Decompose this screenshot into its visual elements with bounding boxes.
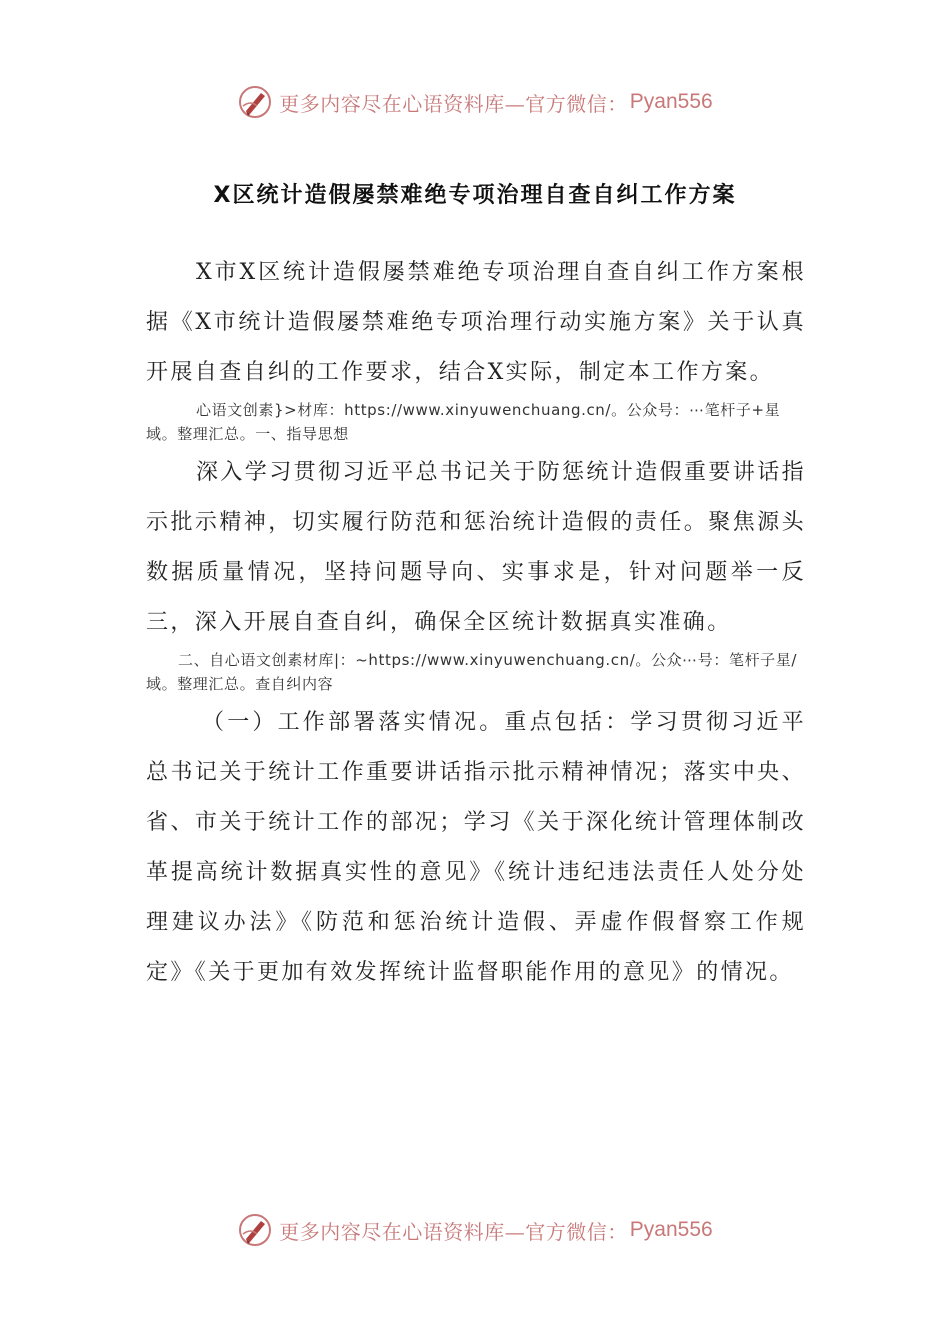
- pen-logo-icon: [237, 1212, 273, 1248]
- header-banner: [0, 80, 950, 124]
- banner-text: 更多内容尽在心语资料库—官方微信：: [279, 91, 628, 116]
- footer-banner: [0, 1208, 950, 1252]
- document-body: [146, 248, 806, 998]
- banner-text: 更多内容尽在心语资料库—官方微信：: [279, 1219, 628, 1244]
- intro-paragraph: X市X区统计造假屡禁难绝专项治理自查自纠工作方案根据《X市统计造假屡禁难绝专项治理行动实施方案》关于认真开展自查自纠的工作要求，结合X实际，制定本工作方案。: [146, 260, 806, 385]
- watermark-line-2: 二、自心语文创素材库|：~https://www.xinyuwenchuang.cn/。公众⋯号：笔杆子星/域。整理汇总。查自纠内容: [146, 651, 798, 693]
- watermark-line-1: 心语文创素}>材库：https://www.xinyuwenchuang.cn/。公众号：⋯笔杆子+星域。整理汇总。一、指导思想: [146, 401, 781, 443]
- banner-account: Pyan556: [629, 90, 713, 113]
- item-1-paragraph: （一）工作部署落实情况。重点包括：学习贯彻习近平总书记关于统计工作重要讲话指示批示精神情况；落实中央、省、市关于统计工作的部况；学习《关于深化统计管理体制改革提高统计数据真实性的意见》《统计违纪违法责任人处分处理建议办法》《防范和惩治统计造假、弄虚作假督察工作规定》《关于更加有效发挥统计监督职能作用的意见》的情况。: [146, 710, 806, 985]
- banner-account: Pyan556: [629, 1218, 713, 1241]
- pen-logo-icon: [237, 84, 273, 120]
- guiding-paragraph: 深入学习贯彻习近平总书记关于防惩统计造假重要讲话指示批示精神，切实履行防范和惩治统计造假的责任。聚焦源头数据质量情况，坚持问题导向、实事求是，针对问题举一反三，深入开展自查自纠，确保全区统计数据真实准确。: [146, 460, 807, 635]
- document-title: X区统计造假屡禁难绝专项治理自查自纠工作方案: [213, 183, 737, 208]
